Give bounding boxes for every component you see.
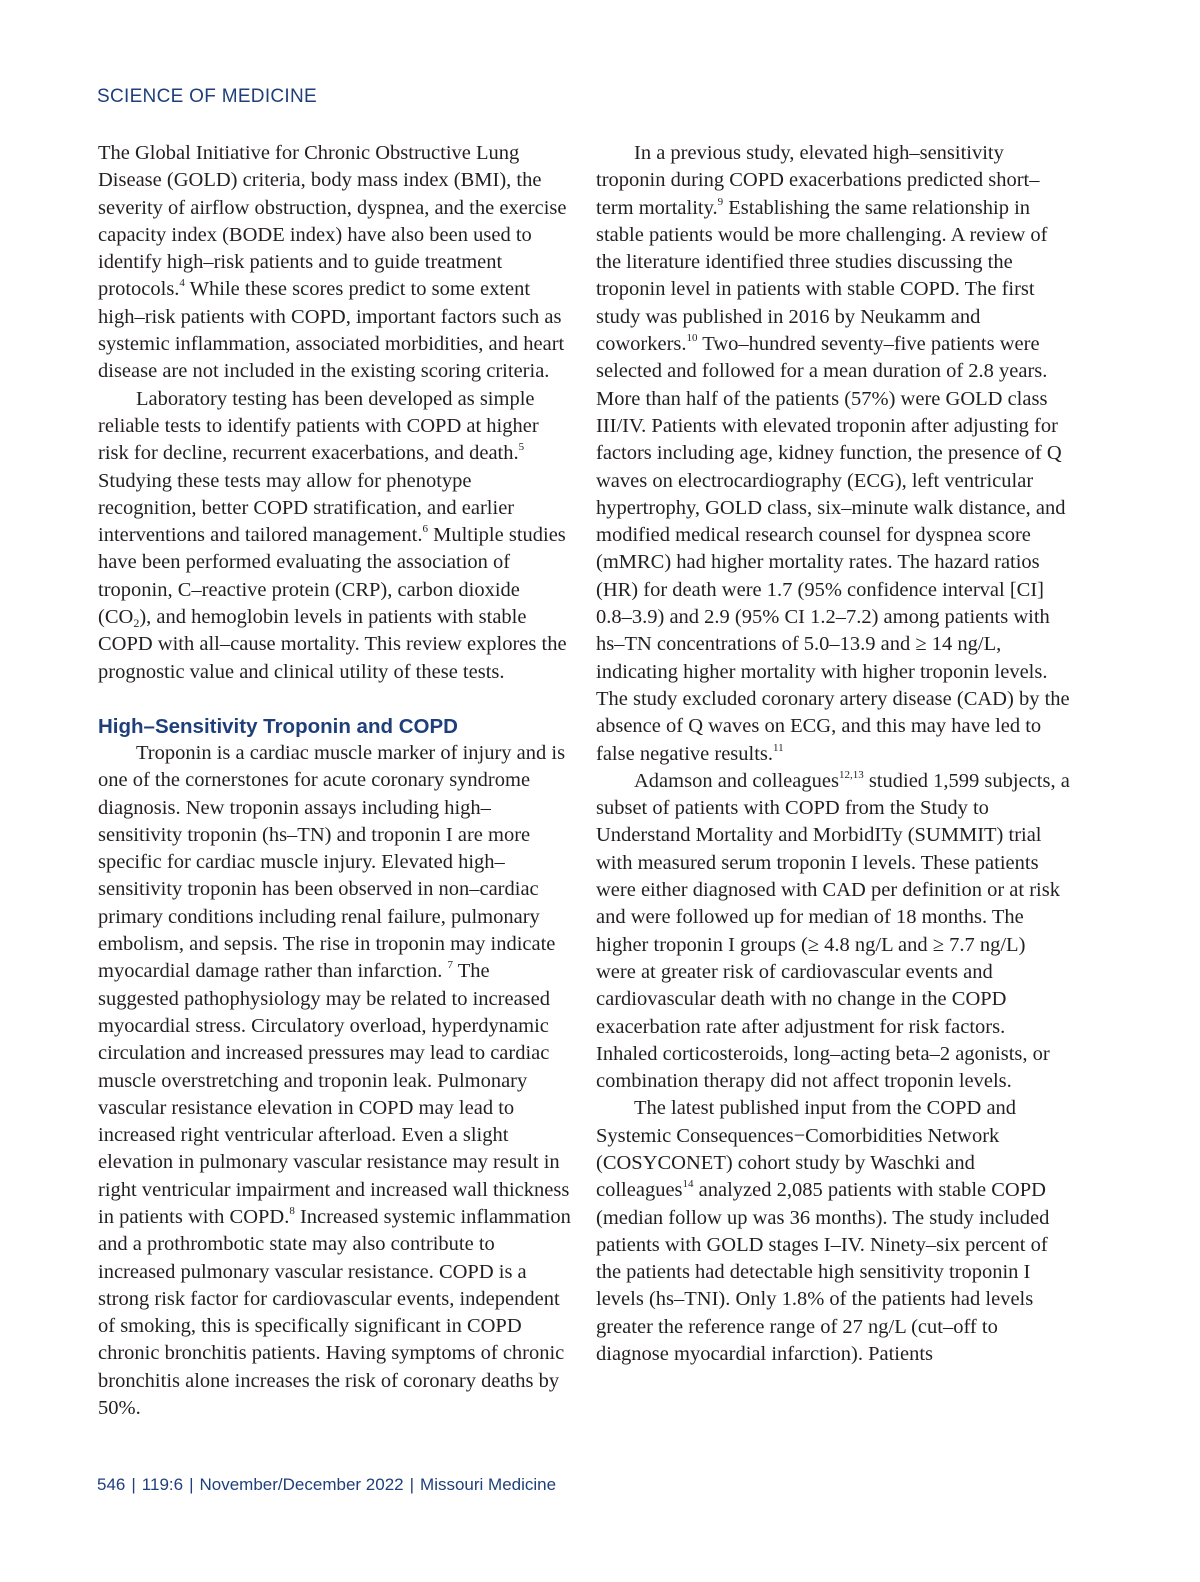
footer-separator: | [409,1475,415,1494]
right-column [596,140,1070,1368]
ref-6[interactable]: 6 [422,523,428,536]
paragraph-gold-criteria: The Global Initiative for Chronic Obstructive Lung Disease (GOLD) criteria, body mass index (BMI), the severity of airflow obstruction, dyspnea, and the exercise capacity index (BODE index) have also been used to identify high–risk patients and to guide treatment protocols.$^4$ While these scores predict to some extent high–risk patients with COPD, important factors such as systemic inflammation, associated morbidities, and heart disease are not included in the existing scoring criteria. [98,142,567,383]
ref-9[interactable]: 9 [717,195,724,208]
ref-14[interactable]: 14 [682,1178,694,1191]
ref-8[interactable]: 8 [289,1204,295,1217]
co2-subscript: 2 [133,616,140,631]
paragraph-previous-study: In a previous study, elevated high–sensitivity troponin during COPD exacerbations predicted short–term mortality.$^9$ Establishing the same relationship in stable patients would be more challenging. A review of the literature identified three studies discussing the troponin level in patients with stable COPD. The first study was published in 2016 by Neukamm and coworkers.$^{10}$ Two–hundred seventy–five patients were selected and followed for a mean duration of 2.8 years. More than half of the patients (57%) were GOLD class III/IV. Patients with elevated troponin after adjusting for factors including age, kidney function, the presence of Q waves on electrocardiography (ECG), left ventricular hypertrophy, GOLD class, six–minute walk distance, and modified medical research counsel for dyspnea score (mMRC) had higher mortality rates. The hazard ratios (HR) for death were 1.7 (95% confidence interval [CI] 0.8–3.9) and 2.9 (95% CI 1.2–7.2) among patients with hs–TN concentrations of 5.0–13.9 and ≥ 14 ng/L, indicating higher mortality with higher troponin levels. The study excluded coronary artery disease (CAD) by the absence of Q waves on ECG, and this may have led to false negative results.$^{11}$ [596,142,1070,765]
section-heading-troponin: High–Sensitivity Troponin and COPD [98,714,458,738]
section-label: SCIENCE OF MEDICINE [97,86,317,107]
ref-7[interactable]: 7 [447,959,453,972]
ref-4[interactable]: 4 [179,277,185,290]
journal-name: Missouri Medicine [420,1475,557,1494]
ref-5[interactable]: 5 [518,441,525,454]
paragraph-troponin-marker: Troponin is a cardiac muscle marker of injury and is one of the cornerstones for acute coronary syndrome diagnosis. New troponin assays including high–sensitivity troponin (hs–TN) and troponin I are more specific for cardiac muscle injury. Elevated high–sensitivity troponin has been observed in non–cardiac primary conditions including renal failure, pulmonary embolism, and sepsis. The rise in troponin may indicate myocardial damage rather than infarction. $^7$ The suggested pathophysiology may be related to increased myocardial stress. Circulatory overload, hyperdynamic circulation and increased pressures may lead to cardiac muscle overstretching and troponin leak. Pulmonary vascular resistance elevation in COPD may lead to increased right ventricular afterload. Even a slight elevation in pulmonary vascular resistance may result in right ventricular impairment and increased wall thickness in patients with COPD.$^8$ Increased systemic inflammation and a prothrombotic state may also contribute to increased pulmonary vascular resistance. COPD is a strong risk factor for cardiovascular events, independent of smoking, this is specifically significant in COPD chronic bronchitis patients. Having symptoms of chronic bronchitis alone increases the risk of coronary deaths by 50%. [98,741,571,1420]
footer-separator: | [131,1475,136,1494]
footer-separator: | [189,1475,194,1494]
paragraph-adamson-study: Adamson and colleagues$^{12,13}$ studied 1,599 subjects, a subset of patients with COPD from the Study to Understand Mortality and MorbidITy (SUMMIT) trial with measured serum troponin I levels. These patients were either diagnosed with CAD per definition or at risk and were followed up for median of 18 months. The higher troponin I groups (≥ 4.8 ng/L and ≥ 7.7 ng/L) were at greater risk of cardiovascular events and cardiovascular death with no change in the COPD exacerbation rate after adjustment for risk factors. Inhaled corticosteroids, long–acting beta–2 agonists, or combination therapy did not affect troponin levels. [596,768,1070,1093]
ref-10[interactable]: 10 [686,332,698,345]
paragraph-cosyconet-study: The latest published input from the COPD and Systemic Consequences−Comorbidities Network (COSYCONET) cohort study by Waschki and colleagues$^{14}$ analyzed 2,085 patients with stable COPD (median follow up was 36 months). The study included patients with GOLD stages I–IV. Ninety–six percent of the patients had detectable high sensitivity troponin I levels (hs–TNI). Only 1.8% of the patients had levels greater the reference range of 27 ng/L (cut–off to diagnose myocardial infarction). Patients [596,1097,1050,1366]
issue-date: November/December 2022 [199,1475,404,1494]
left-column [98,140,574,1422]
ref-11[interactable]: 11 [773,741,784,754]
page-number: 546 [97,1475,126,1494]
paragraph-laboratory-testing: Laboratory testing has been developed as simple reliable tests to identify patients with COPD at higher risk for decline, recurrent exacerbations, and death.$^5$ Studying these tests may allow for phenotype recognition, better COPD stratification, and earlier interventions and tailored management.$^6$ Multiple studies have been performed evaluating the association of troponin, C–reactive protein (CRP), carbon dioxide $(CO_2)$, and hemoglobin levels in patients with stable COPD with all–cause mortality. This review explores the prognostic value and clinical utility of these tests. [98,387,567,683]
ref-12-13[interactable]: 12,13 [838,768,864,781]
page-footer [97,1475,556,1495]
issue-number: 119:6 [141,1475,184,1494]
